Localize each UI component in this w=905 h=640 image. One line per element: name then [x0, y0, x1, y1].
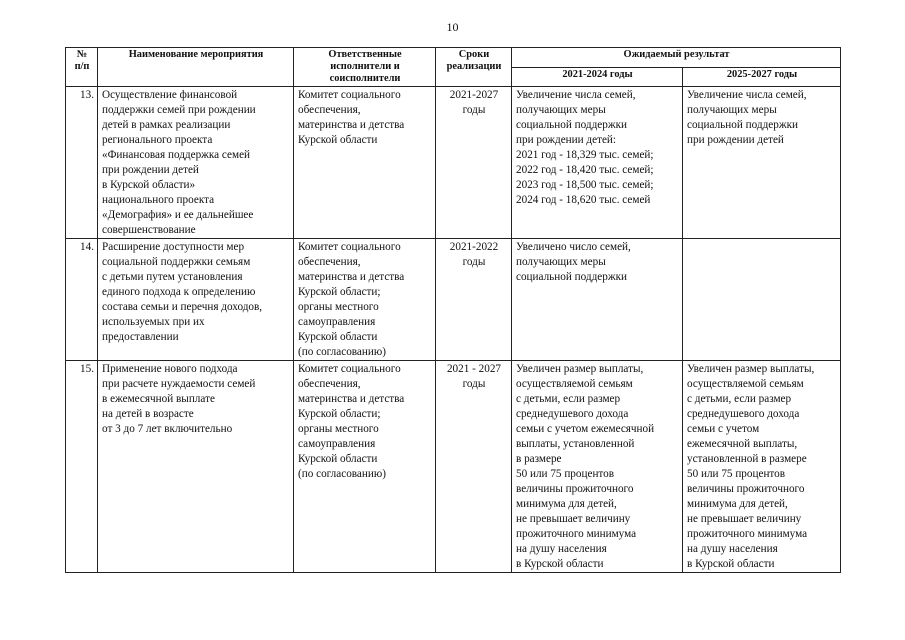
cell-text-line: материнства и детства: [298, 393, 405, 405]
cell-event-name: [98, 87, 294, 239]
cell-text-line: на детей в возрасте: [102, 408, 194, 420]
table-row: [66, 239, 841, 361]
cell-text-line: 2022 год - 18,420 тыс. семей;: [516, 164, 654, 176]
cell-text-line: при расчете нуждаемости семей: [102, 378, 256, 390]
header-responsible: Ответственные исполнители и соисполнители: [294, 48, 436, 87]
cell-period: [436, 87, 512, 239]
cell-text-line: самоуправления: [298, 438, 376, 450]
header-2021-2024: 2021-2024 годы: [512, 67, 683, 87]
cell-text-line: Расширение доступности мер: [102, 241, 245, 253]
cell-text-line: с детьми, если размер: [516, 393, 621, 405]
cell-text-line: «Демография» и ее дальнейшее: [102, 209, 254, 221]
cell-text-line: величины прожиточного: [687, 483, 805, 495]
cell-text-line: среднедушевого дохода: [687, 408, 800, 420]
cell-text-line: не превышает величину: [687, 513, 802, 525]
cell-text-line: Комитет социального: [298, 89, 401, 101]
cell-text-line: осуществляемой семьям: [516, 378, 633, 390]
cell-result-2021-2024: [512, 87, 683, 239]
cell-text-line: 2021 - 2027: [446, 363, 502, 375]
cell-text-line: на душу населения: [516, 543, 607, 555]
cell-text-line: национального проекта: [102, 194, 215, 206]
cell-result-2021-2024: [512, 239, 683, 361]
table-row: [66, 87, 841, 239]
cell-text-line: обеспечения,: [298, 104, 361, 116]
cell-text-line: самоуправления: [298, 316, 376, 328]
cell-text-line: Осуществление финансовой: [102, 89, 238, 101]
cell-text-line: состава семьи и перечня доходов,: [102, 301, 263, 313]
cell-text-line: обеспечения,: [298, 378, 361, 390]
cell-text-line: в Курской области: [516, 558, 604, 570]
cell-text-line: социальной поддержки семьям: [102, 256, 251, 268]
cell-text-line: Курской области;: [298, 408, 381, 420]
cell-text-line: предоставлении: [102, 331, 179, 343]
cell-text-line: при рождении детей:: [516, 134, 617, 146]
cell-text-line: социальной поддержки: [687, 119, 799, 131]
cell-text-line: материнства и детства: [298, 119, 405, 131]
cell-text-line: органы местного: [298, 301, 379, 313]
cell-text-line: регионального проекта: [102, 134, 213, 146]
cell-text-line: Увеличение числа семей,: [516, 89, 636, 101]
cell-text-line: Увеличен размер выплаты,: [516, 363, 644, 375]
cell-text-line: осуществляемой семьям: [687, 378, 804, 390]
cell-text-line: поддержки семей при рождении: [102, 104, 256, 116]
cell-text-line: получающих меры: [516, 104, 606, 116]
cell-text-line: (по согласованию): [298, 468, 386, 480]
cell-text-line: прожиточного минимума: [516, 528, 637, 540]
cell-text-line: при рождении детей: [687, 134, 784, 146]
cell-responsible: [294, 87, 436, 239]
cell-text-line: Увеличение числа семей,: [687, 89, 807, 101]
cell-text-line: не превышает величину: [516, 513, 631, 525]
cell-text-line: выплаты, установленной: [516, 438, 635, 450]
header-number: № п/п: [66, 48, 98, 87]
cell-text-line: Курской области: [298, 331, 378, 343]
table-row: [66, 361, 841, 573]
cell-text-line: 2023 год - 18,500 тыс. семей;: [516, 179, 654, 191]
header-event-name: Наименование мероприятия: [98, 48, 294, 87]
cell-text-line: материнства и детства: [298, 271, 405, 283]
cell-text-line: Увеличено число семей,: [516, 241, 631, 253]
cell-text-line: минимума для детей,: [687, 498, 788, 510]
cell-text-line: с детьми путем установления: [102, 271, 243, 283]
cell-text-line: 50 или 75 процентов: [687, 468, 786, 480]
cell-text-line: семьи с учетом ежемесячной: [516, 423, 655, 435]
cell-text-line: совершенствование: [102, 224, 196, 236]
cell-text-line: Комитет социального: [298, 241, 401, 253]
cell-text-line: ежемесячной выплаты,: [687, 438, 798, 450]
cell-text-line: на душу населения: [687, 543, 778, 555]
cell-text-line: минимума для детей,: [516, 498, 617, 510]
cell-text-line: 2021-2022: [449, 241, 499, 253]
cell-text-line: Курской области: [298, 453, 378, 465]
cell-text-line: годы: [462, 256, 486, 268]
cell-text-line: «Финансовая поддержка семей: [102, 149, 251, 161]
cell-text-line: среднедушевого дохода: [516, 408, 629, 420]
cell-text-line: Курской области: [298, 134, 378, 146]
cell-text-line: в размере: [516, 453, 562, 465]
cell-responsible: [294, 239, 436, 361]
cell-text-line: 2021 год - 18,329 тыс. семей;: [516, 149, 654, 161]
cell-text-line: величины прожиточного: [516, 483, 634, 495]
cell-result-2025-2027: [683, 87, 841, 239]
cell-text-line: установленной в размере: [687, 453, 807, 465]
cell-text-line: Курской области;: [298, 286, 381, 298]
cell-result-2021-2024: [512, 361, 683, 573]
cell-text-line: социальной поддержки: [516, 271, 628, 283]
cell-text-line: при рождении детей: [102, 164, 199, 176]
page-number: 10: [446, 20, 459, 34]
table-header-row: [66, 48, 841, 68]
cell-period: [436, 361, 512, 573]
cell-text-line: получающих меры: [687, 104, 777, 116]
header-expected-result: Ожидаемый результат: [512, 48, 841, 68]
cell-text-line: Увеличен размер выплаты,: [687, 363, 815, 375]
cell-event-name: [98, 239, 294, 361]
cell-text-line: получающих меры: [516, 256, 606, 268]
cell-number: 15.: [66, 361, 98, 573]
cell-text-line: годы: [462, 104, 486, 116]
cell-text-line: обеспечения,: [298, 256, 361, 268]
cell-result-2025-2027: [683, 239, 841, 361]
cell-text-line: прожиточного минимума: [687, 528, 808, 540]
cell-text-line: органы местного: [298, 423, 379, 435]
cell-text-line: с детьми, если размер: [687, 393, 792, 405]
header-2025-2027: 2025-2027 годы: [683, 67, 841, 87]
cell-responsible: [294, 361, 436, 573]
cell-text-line: в ежемесячной выплате: [102, 393, 215, 405]
cell-text-line: Комитет социального: [298, 363, 401, 375]
cell-result-2025-2027: [683, 361, 841, 573]
cell-text-line: 50 или 75 процентов: [516, 468, 615, 480]
measures-table: [65, 47, 841, 573]
cell-number: 14.: [66, 239, 98, 361]
cell-text-line: от 3 до 7 лет включительно: [102, 423, 233, 435]
cell-text-line: Применение нового подхода: [102, 363, 238, 375]
cell-text-line: социальной поддержки: [516, 119, 628, 131]
cell-text-line: детей в рамках реализации: [102, 119, 231, 131]
cell-text-line: используемых при их: [102, 316, 205, 328]
cell-number: 13.: [66, 87, 98, 239]
cell-text-line: (по согласованию): [298, 346, 386, 358]
cell-text-line: 2021-2027: [449, 89, 499, 101]
cell-event-name: [98, 361, 294, 573]
cell-text-line: в Курской области: [687, 558, 775, 570]
cell-text-line: годы: [462, 378, 486, 390]
cell-text-line: семьи с учетом: [687, 423, 760, 435]
cell-text-line: 2024 год - 18,620 тыс. семей: [516, 194, 651, 206]
cell-period: [436, 239, 512, 361]
cell-text-line: в Курской области»: [102, 179, 196, 191]
header-period: Сроки реализации: [436, 48, 512, 87]
cell-text-line: единого подхода к определению: [102, 286, 256, 298]
